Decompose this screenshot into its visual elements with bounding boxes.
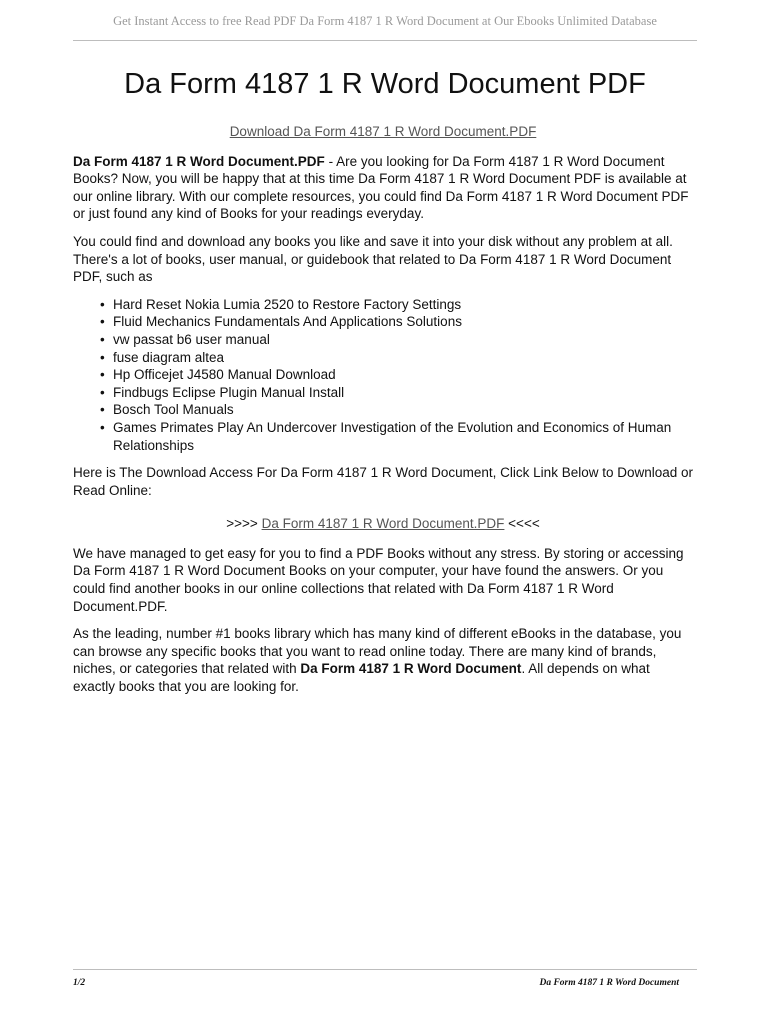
library-text-before: As the leading, number #1 books library which has many kind of different eBooks in the database, you can browse any specific books that you want to read online today. There are many kind of brands, niches, or categories that related with [73,626,682,677]
intro-bold-lead: Da Form 4187 1 R Word Document.PDF [73,153,325,169]
intro-text: - Are you looking for Da Form 4187 1 R Word Document Books? Now, you will be happy that at this time Da Form 4187 1 R Word Document PDF is available at our online library. With our complete resources, you could find Da Form 4187 1 R Word Document PDF or just found any kind of Books for your readings everyday. [73,153,689,222]
header-divider [73,40,697,41]
list-item: • Fluid Mechanics Fundamentals And Applications Solutions [113,313,693,331]
library-bold-title: Da Form 4187 1 R Word Document [300,661,522,677]
intro-paragraph [73,153,693,223]
library-text-after: . All depends on what exactly books that you are looking for. [73,661,650,695]
list-item: • Hp Officejet J4580 Manual Download [113,366,693,384]
related-books-paragraph: You could find and download any books you like and save it into your disk without any problem at all. There's a lot of books, user manual, or guidebook that related to Da Form 4187 1 R Word Document PDF, such as [73,233,673,285]
storing-paragraph: We have managed to get easy for you to find a PDF Books without any stress. By storing or accessing Da Form 4187 1 R Word Document Books on your computer, your have found the answers. Or you could find another books in our online collections that related with Da Form 4187 1 R Word Document.PDF. [73,545,684,614]
download-access-paragraph: Here is The Download Access For Da Form 4187 1 R Word Document, Click Link Below to Download or Read Online: [73,465,694,498]
list-item: • Games Primates Play An Undercover Investigation of the Evolution and Economics of Human Relationships [113,419,693,454]
center-download-row [73,515,693,533]
arrow-suffix: <<<< [504,516,540,532]
footer-divider [73,969,697,970]
footer-doc-title: Da Form 4187 1 R Word Document [539,978,679,988]
download-link-row [73,123,693,141]
book-list [73,296,693,454]
main-content [73,123,693,706]
arrow-prefix: >>>> [226,516,262,532]
download-link-top[interactable]: Download Da Form 4187 1 R Word Document.PDF [229,124,537,139]
library-paragraph [73,625,693,695]
list-item: • Hard Reset Nokia Lumia 2520 to Restore Factory Settings [113,296,693,314]
list-item: • Bosch Tool Manuals [113,401,693,419]
header-banner: Get Instant Access to free Read PDF Da Form 4187 1 R Word Document at Our Ebooks Unlimited Database [113,14,657,28]
page-title: Da Form 4187 1 R Word Document PDF [124,68,646,100]
list-item: • Findbugs Eclipse Plugin Manual Install [113,384,693,402]
download-link-center[interactable]: Da Form 4187 1 R Word Document.PDF [261,516,505,532]
page-number: 1/2 [73,978,86,988]
list-item: • vw passat b6 user manual [113,331,693,349]
list-item: • fuse diagram altea [113,349,693,367]
